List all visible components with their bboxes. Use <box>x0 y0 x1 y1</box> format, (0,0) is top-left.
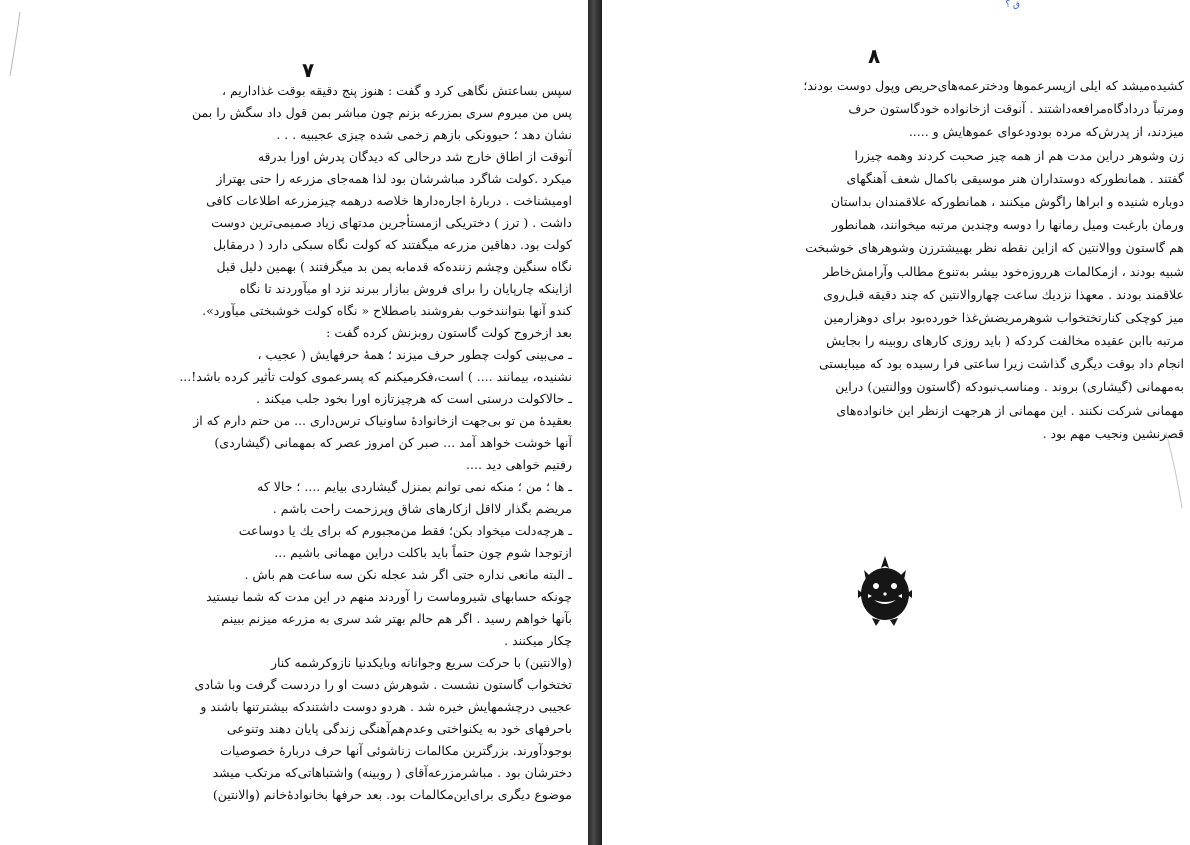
text-line: ومرتباً درداد‌گاه‌مرافعه‌داشتند . آنوقت ازخانواده خودگاستون حرف <box>848 101 1184 117</box>
text-line: بعقیدهٔ من تو بی‌جهت ازخانوادهٔ ساونیاک ترس‌داری ... من حتم دارم که از <box>193 413 572 428</box>
text-line: اومیشناخت . دربارهٔ اجاره‌دارها خلاصه درهمه چیزمزرعه اطلاعات کافی <box>206 193 572 208</box>
book-spine <box>588 0 602 845</box>
text-line: میز کوچکی کنارتختخواب شوهرمریضش‌غذا خورده‌بود برای دوهزارمین <box>823 309 1184 325</box>
text-line: موضوع دیگری برای‌این‌مکالمات بود. بعد حرفها بخانوادهٔ‌خانم (والانتین) <box>212 787 572 802</box>
text-line: بعد ازخروج کولت گاستون روبزنش کرده گفت : <box>326 325 572 340</box>
margin-scratch-mark-right <box>1162 430 1186 510</box>
text-line: ـ هرچه‌دلت میخواد بکن؛ فقط من‌مجبورم که برای یك یا دوساعت <box>238 523 572 538</box>
left-page <box>0 0 588 845</box>
text-line: کشیده‌میشد که ایلی ازپسرعموها ودخترعمه‌های‌حریص وپول دوست بودند؛ <box>803 78 1184 93</box>
text-line: ـ حالاکولت درستی است که هرچیزتازه اورا بخود جلب میکند . <box>256 391 572 406</box>
text-line: کندو آنها بتوانندخوب بفروشند باصطلاح « نگاه کولت خوشبختی میآورد». <box>202 303 572 318</box>
text-line: ازتوجدا شوم چون حتماً باید باکلت دراین مهمانی باشیم ... <box>274 545 572 560</box>
text-line: مهمانی شرکت نکنند . این مهمانی از هرجهت ازنظر این خانواده‌های <box>836 402 1184 418</box>
text-line: قصرنشین ونجیب مهم بود . <box>1042 425 1184 441</box>
corner-mark: ق ؟ <box>1005 0 1020 10</box>
right-page-text <box>664 74 1184 445</box>
text-line: (والانتین) با حرکت سریع وجوانانه وبایکدنیا نازوکرشمه کنار <box>270 655 572 670</box>
right-page <box>602 0 1190 845</box>
text-line: نشنیده، بیمانند .... ) است،فکرمیکنم که پسرعموی کولت تأثیر کرده باشد!... <box>179 369 572 384</box>
chapter-end-ornament-icon <box>852 550 918 628</box>
text-line: ورمان بارغبت ومیل رمانها را دوسه وچندین مرتبه میخوانند، همانطور <box>831 217 1184 233</box>
text-line: چکار میکنند . <box>504 633 572 648</box>
text-line: عجیبی درچشمهایش خیره شد . هردو دوست داشتندکه بیشترتنها باشند و <box>200 699 572 714</box>
text-line: علاقمند بودند . معهذا نزدیك ساعت چهاروالانتین که چند دقیقه قبل‌روی <box>823 286 1184 302</box>
text-line: گفتند . همانطورکه دوستداران هنر موسیقی باکمال شعف آهنگهای <box>846 170 1184 186</box>
text-line: رفتیم خواهی دید .... <box>466 457 572 472</box>
text-line: کولت بود. دهاقین مزرعه میگفتند که کولت نگاه سبکی دارد ( درمقابل <box>213 237 572 252</box>
text-line: پس من میروم سری بمزرعه بزنم چون مباشر بمن قول داد سگش را بمن <box>192 105 572 120</box>
text-line: زن وشوهر دراین مدت هم از همه چیز صحبت کردند وهمه چیزرا <box>854 147 1184 163</box>
text-line: چونکه حسابهای شیروماست را آوردند منهم در این مدت که شما نیستید <box>206 589 572 604</box>
text-line: نگاه سنگین وچشم زننده‌که قدمابه یمن بد میگرفتند ) بهمین دلیل قبل <box>216 259 572 274</box>
text-line: به‌مهمانی (گیشاری) بروند . ومناسب‌نبودکه (گاستون ووالنتین) دراین <box>835 379 1184 395</box>
text-line: مرتبه باابن عقیده مخالفت کردکه ( باید روزی کارهای روبینه را بجایش <box>826 333 1184 349</box>
text-line: هم گاستون ووالانتین که ازاین نقطه نظر بهبیشترزن وشوهرهای خوشبخت <box>805 240 1184 256</box>
text-line: آنوقت از اطاق خارج شد درحالی که دیدگان پدرش اورا بدرقه <box>257 149 572 164</box>
text-line: باحرفهای خود به یکنواختی وعدم‌هم‌آهنگی زندگی پایان دهند وتنوعی <box>226 721 572 736</box>
text-line: داشت . ( ترز ) دختریکی ازمستأجرین مدتهای زیاد صمیمی‌ترین دوست <box>211 215 572 230</box>
text-line: دوباره شنیده و ابراها راگوش میکنند ، همانطورکه علاقمندان بداستان <box>830 193 1184 209</box>
text-line: دخترشان بود . مباشرمزرعه‌آقای ( روبینه) واشتباهاتی‌که مرتکب میشد <box>212 765 572 780</box>
text-line: آنها خوشت خواهد آمد ... صبر کن امروز عصر که بمهمانی (گیشاردی) <box>214 435 572 450</box>
text-line: بآنها خواهم رسید . اگر هم حالم بهتر شد سری به مزرعه میزنم ببینم <box>221 611 572 626</box>
text-line: انجام داد بوقت دیگری گذاشت زیرا ساعتی فرا رسیده بود که میبایستی <box>818 356 1184 372</box>
text-line: سپس بساعتش نگاهی کرد و گفت : هنوز پنج دقیقه بوقت غذاداریم ، <box>221 83 572 98</box>
text-line: شبیه بودند ، ازمکالمات هرروزه‌خود بیشر به‌تنوع مطالب وآرامش‌خاطر <box>822 263 1184 279</box>
text-line: ـ می‌بینی کولت چطور حرف میزند ؛ همهٔ حرفهایش ( عجیب ، <box>257 347 572 362</box>
text-line: ـ البته مانعی نداره حتی اگر شد عجله نکن سه ساعت هم باش . <box>244 567 572 582</box>
text-line: میزدند، از پدرش‌که مرده بودودعوای عموهایش و ..... <box>908 124 1184 140</box>
text-line: تختخواب گاستون نشست . شوهرش دست او را دردست گرفت وبا شادی <box>194 677 572 692</box>
page-number-right: ۸ <box>868 44 881 68</box>
text-line: مریضم بگذار لااقل ازکارهای شاق وپرزحمت راحت باشم . <box>272 501 572 516</box>
page-number-left: ۷ <box>302 58 315 82</box>
text-line: میکرد .کولت شاگرد مباشرشان بود لذا همه‌جای مزرعه را حتی بهتراز <box>216 171 572 186</box>
text-line: بوجودآورند. بزرگترین مکالمات زناشوئی آنها حرف دربارهٔ خصوصیات <box>220 743 572 758</box>
text-line: نشان دهد ؛ حیوونکی بازهم زخمی شده چیزی عجیبیه . . . <box>276 127 572 142</box>
text-line: ـ ها ؛ من ؛ منکه نمی توانم بمنزل گیشاردی بیایم .... ؛ حالا که <box>257 479 572 494</box>
margin-scratch-mark <box>6 10 26 80</box>
text-line: ازاینکه چارپایان را برای فروش ببازار ببرند نزد او میآوردند تا نگاه <box>239 281 572 296</box>
left-page-text <box>40 80 572 806</box>
